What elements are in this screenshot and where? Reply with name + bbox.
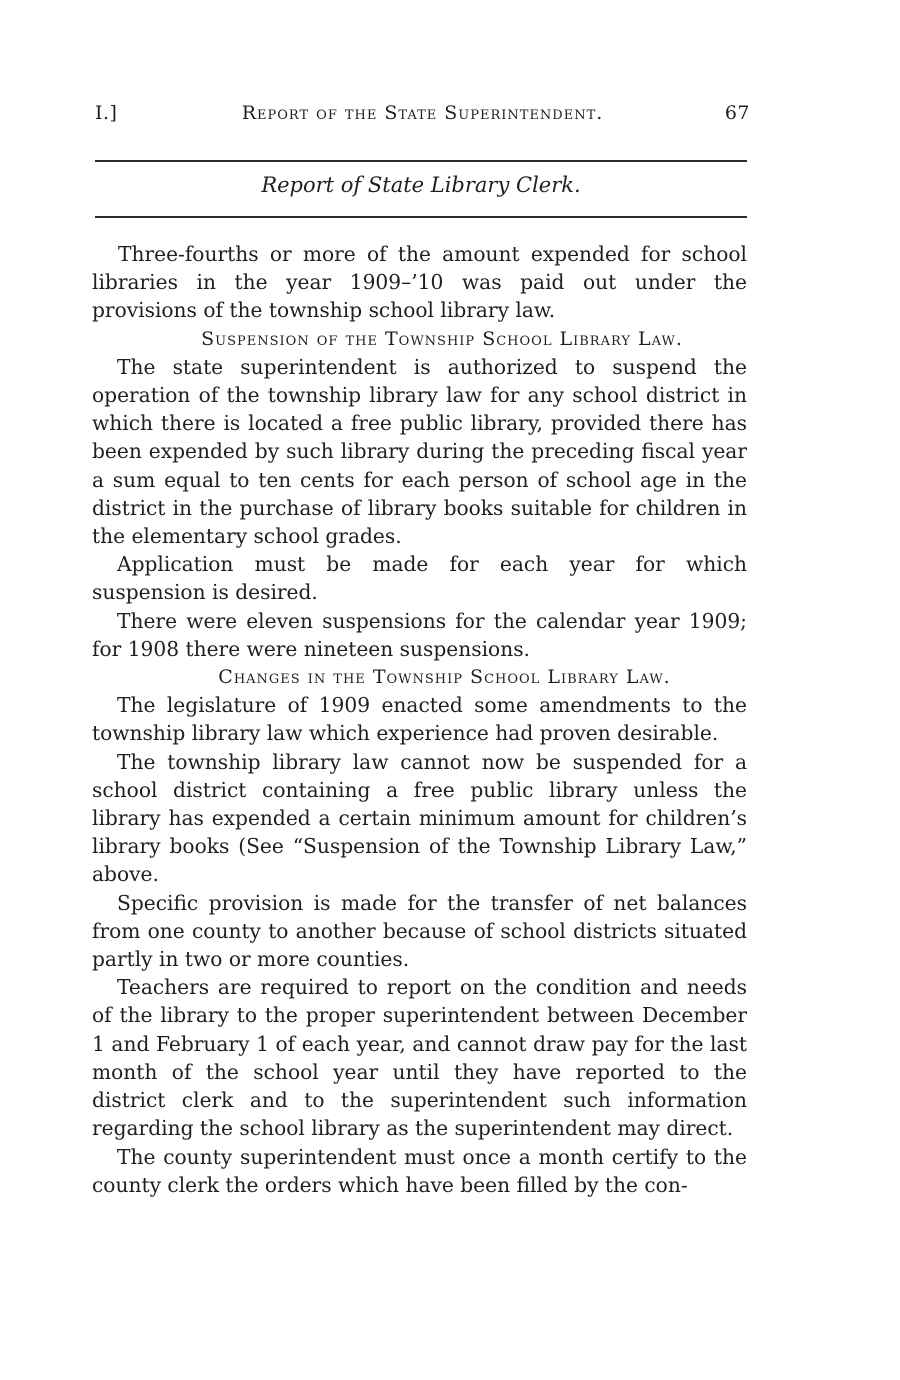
- changes-paragraph: The legislature of 1909 enacted some amendments to the township library law which experience had proven desirable.: [92, 693, 747, 746]
- running-title: Report of the State Superintendent.: [241, 102, 604, 124]
- suspension-paragraph: There were eleven suspensions for the calendar year 1909; for 1908 there were nineteen suspensions.: [92, 608, 747, 661]
- section-number: I.]: [95, 102, 118, 124]
- changes-heading: Changes in the Township School Library Law.: [218, 666, 671, 689]
- header-rule-bottom: [95, 216, 747, 218]
- changes-paragraph: Teachers are required to report on the condition and needs of the library to the proper superintendent between December 1 and February 1 of each year, and cannot draw pay for the last month of the school year until they have reported to the district clerk and to the superintendent such information regarding the school library as the superintendent may direct.: [92, 975, 747, 1141]
- section-title: Report of State Library Clerk.: [261, 173, 581, 197]
- suspension-paragraph: The state superintendent is authorized to suspend the operation of the township library law for any school district in which there is located a free public library, provided there has been expended by such library during the preceding fiscal year a sum equal to ten cents for each person of school age in the district in the purchase of library books suitable for children in the elementary school grades.: [92, 354, 747, 549]
- changes-paragraph: The county superintendent must once a month certify to the county clerk the orders which have been filled by the con-: [92, 1144, 747, 1197]
- page-number: 67: [724, 102, 750, 124]
- intro-paragraph: Three-fourths or more of the amount expended for school libraries in the year 1909–’10 was paid out under the provisions of the township school library law.: [92, 242, 747, 323]
- suspension-paragraph: Application must be made for each year for which suspension is desired.: [92, 552, 747, 605]
- header-rule-top: [95, 160, 747, 162]
- body-text: [92, 240, 747, 1199]
- changes-paragraph: Specific provision is made for the transfer of net balances from one county to another because of school districts situated partly in two or more counties.: [92, 890, 747, 972]
- running-header: [95, 102, 750, 132]
- suspension-heading: Suspension of the Township School Library Law.: [201, 327, 683, 350]
- changes-paragraph: The township library law cannot now be suspended for a school district containing a free public library unless the library has expended a certain minimum amount for children’s library books (See “Suspension of the Township Library Law,” above.: [92, 749, 747, 887]
